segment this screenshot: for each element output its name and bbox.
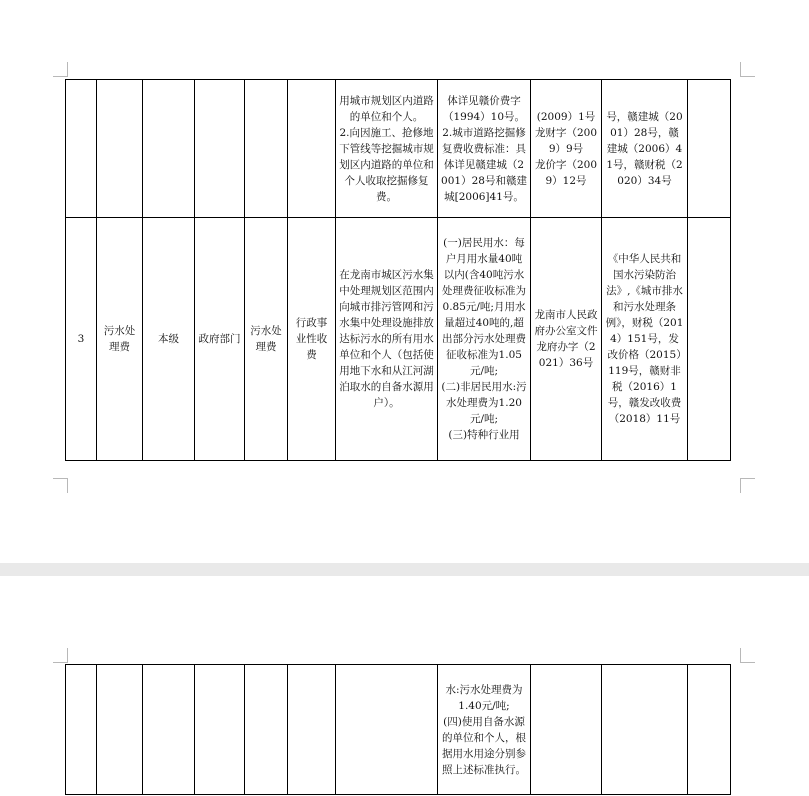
cell-index: 3	[66, 218, 97, 461]
table-row-continued	[66, 665, 731, 795]
cell-standard-basis: (2009）1号 龙财字（2009）9号 龙价字（2009）12号	[531, 80, 602, 218]
cell-department-empty	[195, 665, 245, 795]
cell-remark	[688, 218, 731, 461]
fee-table-page-1	[65, 79, 731, 461]
cell-fund-empty	[245, 665, 288, 795]
crop-mark-bottom-right	[740, 478, 755, 493]
cell-fund-empty	[245, 80, 288, 218]
fee-table-page-2	[65, 664, 731, 795]
cell-remark-empty	[688, 665, 731, 795]
cell-policy-empty	[602, 665, 688, 795]
crop-mark-top-right	[740, 62, 755, 77]
cell-charge-object: 用城市规划区内道路的单位和个人。 2.向因施工、抢修地下管线等挖掘城市规划区内道路的单位和个人收取挖掘修复费。	[336, 80, 438, 218]
crop-mark-bottom-left	[53, 478, 68, 493]
cell-charge-standard: (一)居民用水：每户月用水量40吨以内(含40吨污水处理费征收标准为0.85元/吨;月用水量超过40吨的,超出部分污水处理费征收标准为1.05元/吨; (二)非居民用水:污水处理费为1.20元/吨; (三)特种行业用	[438, 218, 531, 461]
cell-category-empty	[288, 80, 336, 218]
cell-level-empty	[143, 665, 195, 795]
cell-charge-standard: 体详见赣价费字（1994）10号。 2.城市道路挖掘修复费收费标准：具体详见赣建城（2001）28号和赣建城[2006]41号。	[438, 80, 531, 218]
cell-charge-object: 在龙南市城区污水集中处理规划区范围内向城市排污管网和污水集中处理设施排放达标污水的所有用水单位和个人（包括使用地下水和从江河湖泊取水的自备水源用户）。	[336, 218, 438, 461]
crop-mark-top-right	[740, 648, 755, 663]
cell-fee-name: 污水处理费	[97, 218, 143, 461]
table-row-continued	[66, 80, 731, 218]
cell-name-empty	[97, 665, 143, 795]
cell-basis-empty	[531, 665, 602, 795]
cell-standard-basis: 龙南市人民政府办公室文件 龙府办字（2021）36号	[531, 218, 602, 461]
cell-object-empty	[336, 665, 438, 795]
crop-mark-top-left	[53, 648, 68, 663]
cell-level-empty	[143, 80, 195, 218]
cell-policy-basis: 《中华人民共和国水污染防治法》,《城市排水和污水处理条例》，财税（2014）151号，发改价格（2015）119号，赣财非税（2016）1号，赣发改收费（2018）11号	[602, 218, 688, 461]
cell-fund-type: 污水处理费	[245, 218, 288, 461]
cell-department: 政府部门	[195, 218, 245, 461]
document-page-2	[0, 576, 809, 796]
cell-level: 本级	[143, 218, 195, 461]
cell-index-empty	[66, 80, 97, 218]
cell-department-empty	[195, 80, 245, 218]
cell-remark-empty	[688, 80, 731, 218]
cell-category: 行政事业性收费	[288, 218, 336, 461]
cell-category-empty	[288, 665, 336, 795]
cell-policy-basis: 号，赣建城（2001）28号，赣建城（2006）41号，赣财税（2020）34号	[602, 80, 688, 218]
cell-index-empty	[66, 665, 97, 795]
cell-charge-standard: 水:污水处理费为1.40元/吨; (四)使用自备水源的单位和个人，根据用水用途分别参照上述标准执行。	[438, 665, 531, 795]
cell-name-empty	[97, 80, 143, 218]
table-row-3	[66, 218, 731, 461]
crop-mark-top-left	[53, 62, 68, 77]
